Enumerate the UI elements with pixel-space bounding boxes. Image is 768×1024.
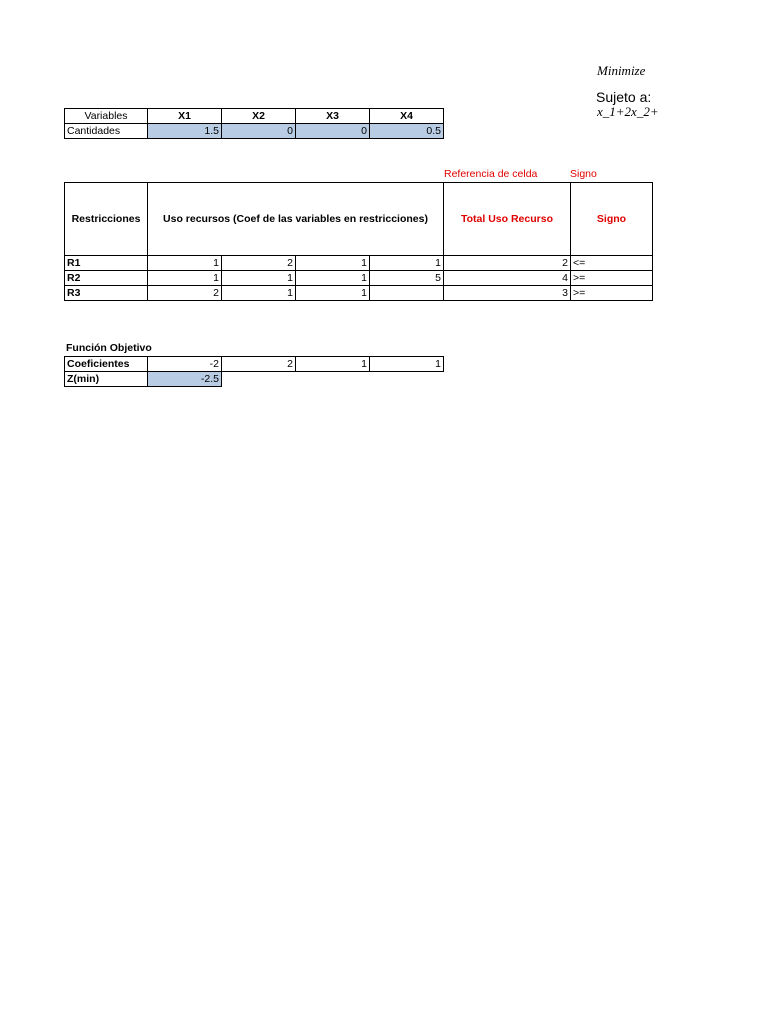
table-row: [65, 286, 653, 301]
sign-cell[interactable]: <=: [571, 256, 653, 271]
quantities-row: [65, 124, 444, 139]
coefficients-label: Coeficientes: [65, 357, 148, 372]
coef-cell[interactable]: 1: [296, 286, 370, 301]
coef-cell[interactable]: 1: [148, 256, 222, 271]
total-cell[interactable]: 4: [444, 271, 571, 286]
z-row: [65, 372, 444, 387]
coef-cell[interactable]: 2: [222, 256, 296, 271]
quantity-x4-cell[interactable]: 0.5: [370, 124, 444, 139]
coef-cell[interactable]: 1: [370, 256, 444, 271]
coef-cell[interactable]: 1: [296, 271, 370, 286]
header-x2: X2: [222, 109, 296, 124]
header-x1: X1: [148, 109, 222, 124]
total-usage-header: Total Uso Recurso: [444, 183, 571, 256]
table-row: [65, 256, 653, 271]
total-cell[interactable]: 2: [444, 256, 571, 271]
objective-coef-cell[interactable]: -2: [148, 357, 222, 372]
constraints-header-row: [65, 183, 653, 256]
coef-cell[interactable]: 1: [296, 256, 370, 271]
sign-cell[interactable]: >=: [571, 286, 653, 301]
header-x4: X4: [370, 109, 444, 124]
variables-header-row: [65, 109, 444, 124]
objective-title: Función Objetivo: [66, 342, 152, 354]
sign-reference-label: Signo: [570, 168, 597, 180]
objective-coef-cell[interactable]: 1: [296, 357, 370, 372]
variables-label: Variables: [65, 109, 148, 124]
coef-cell[interactable]: 1: [148, 271, 222, 286]
z-value-cell[interactable]: -2.5: [148, 372, 222, 387]
row-name: R3: [65, 286, 148, 301]
variables-table: [64, 108, 444, 139]
row-name: R2: [65, 271, 148, 286]
cell-reference-label: Referencia de celda: [444, 168, 538, 180]
coef-cell[interactable]: 2: [148, 286, 222, 301]
quantity-x1-cell[interactable]: 1.5: [148, 124, 222, 139]
subject-to-label: Sujeto a:: [596, 89, 652, 105]
restrictions-header: Restricciones: [65, 183, 148, 256]
row-name: R1: [65, 256, 148, 271]
sign-header: Signo: [571, 183, 653, 256]
resource-usage-header: Uso recursos (Coef de las variables en restricciones): [148, 183, 444, 256]
objective-coef-cell[interactable]: 1: [370, 357, 444, 372]
constraint-snippet: x_1+2x_2+: [597, 104, 659, 119]
total-cell[interactable]: 3: [444, 286, 571, 301]
quantities-label: Cantidades: [65, 124, 148, 139]
header-x3: X3: [296, 109, 370, 124]
coef-cell[interactable]: 5: [370, 271, 444, 286]
z-label: Z(min): [65, 372, 148, 387]
coef-cell[interactable]: 1: [222, 286, 296, 301]
minimize-label: Minimize: [597, 63, 646, 78]
quantity-x3-cell[interactable]: 0: [296, 124, 370, 139]
table-row: [65, 271, 653, 286]
coefficients-row: [65, 357, 444, 372]
constraints-table: [64, 182, 653, 301]
quantity-x2-cell[interactable]: 0: [222, 124, 296, 139]
coef-cell[interactable]: 1: [222, 271, 296, 286]
objective-table: [64, 356, 444, 387]
sign-cell[interactable]: >=: [571, 271, 653, 286]
coef-cell[interactable]: [370, 286, 444, 301]
objective-coef-cell[interactable]: 2: [222, 357, 296, 372]
